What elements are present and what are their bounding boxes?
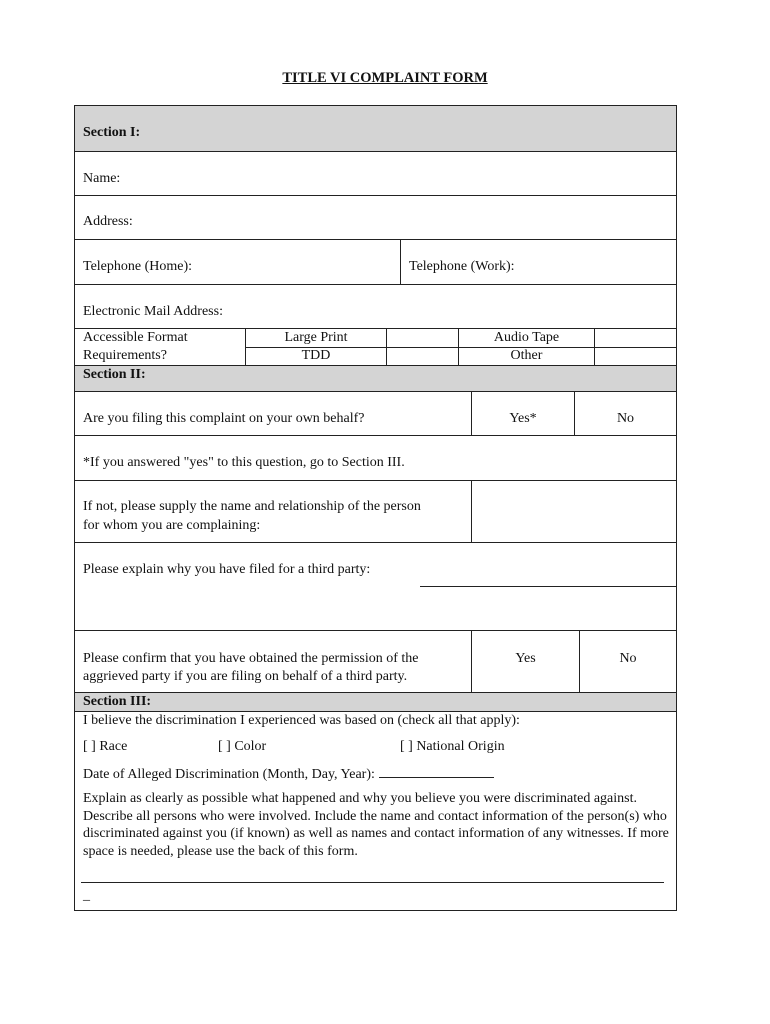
yes-note: *If you answered "yes" to this question, go to Section III. — [83, 455, 405, 470]
other-label: Other — [510, 348, 543, 363]
third-party-explain-line — [420, 586, 676, 587]
section-3-header — [75, 693, 676, 712]
own-behalf-question: Are you filing this complaint on your own behalf? — [83, 411, 365, 426]
yes-note-row — [75, 436, 676, 481]
national-origin-checkbox[interactable]: [ ] National Origin — [400, 739, 505, 754]
third-party-name-field[interactable] — [471, 481, 676, 542]
format-option-labels-2 — [458, 329, 594, 365]
permission-yes-option[interactable]: Yes — [471, 631, 579, 692]
telephone-work-label: Telephone (Work): — [409, 259, 515, 274]
third-party-name-label-1: If not, please supply the name and relationship of the person — [83, 499, 421, 514]
trailing-underscore: _ — [83, 888, 90, 903]
section-3-body — [75, 712, 676, 910]
name-label: Name: — [83, 171, 121, 186]
date-field[interactable] — [379, 765, 494, 778]
third-party-explain-row[interactable] — [75, 543, 676, 631]
date-label: Date of Alleged Discrimination (Month, Day, Year): — [83, 767, 375, 782]
section-1-header — [75, 106, 676, 152]
format-option-labels-1 — [245, 329, 386, 365]
format-checkboxes-1[interactable] — [386, 329, 458, 365]
own-behalf-yes-option[interactable]: Yes* — [471, 392, 574, 435]
section-2-title: Section II: — [83, 367, 146, 382]
explain-answer-line[interactable] — [81, 882, 664, 883]
permission-label-2: aggrieved party if you are filing on behalf of a third party. — [83, 669, 408, 684]
tdd-label: TDD — [301, 348, 331, 363]
permission-no-option[interactable]: No — [579, 631, 676, 692]
telephone-work-field[interactable] — [400, 240, 676, 284]
date-row — [83, 765, 494, 783]
section-1-title: Section I: — [83, 125, 141, 140]
section-2-header — [75, 366, 676, 392]
race-checkbox[interactable]: [ ] Race — [83, 739, 128, 754]
accessible-format-row — [75, 329, 676, 366]
third-party-name-row — [75, 481, 676, 543]
form-title: TITLE VI COMPLAINT FORM — [282, 70, 488, 86]
telephone-home-label: Telephone (Home): — [83, 259, 193, 274]
address-row[interactable] — [75, 196, 676, 240]
own-behalf-row — [75, 392, 676, 436]
third-party-name-label-2: for whom you are complaining: — [83, 518, 261, 533]
complaint-form — [74, 105, 677, 911]
discrimination-basis-label: I believe the discrimination I experienced was based on (check all that apply): — [83, 713, 520, 728]
permission-label-1: Please confirm that you have obtained the permission of the — [83, 651, 419, 666]
own-behalf-no-option[interactable]: No — [574, 392, 676, 435]
email-row[interactable] — [75, 285, 676, 329]
permission-row — [75, 631, 676, 693]
address-label: Address: — [83, 214, 133, 229]
email-label: Electronic Mail Address: — [83, 304, 223, 319]
section-3-title: Section III: — [83, 694, 152, 709]
telephone-row — [75, 240, 676, 285]
accessible-format-label: Accessible Format Requirements? — [83, 330, 188, 363]
name-row[interactable] — [75, 152, 676, 196]
telephone-home-field[interactable] — [75, 240, 400, 284]
color-checkbox[interactable]: [ ] Color — [218, 739, 267, 754]
third-party-explain-label: Please explain why you have filed for a third party: — [83, 562, 371, 577]
format-checkboxes-2[interactable] — [594, 329, 676, 365]
explain-paragraph: Explain as clearly as possible what happened and why you believe you were discriminated against. Describe all persons who were involved. Include the name and contact information of the person(s) who discriminated against you (if known) as well as names and contact information of any witnesses. If more space is needed, please use the back of this form. — [83, 791, 669, 859]
large-print-label: Large Print — [284, 330, 348, 345]
audio-tape-label: Audio Tape — [493, 330, 560, 345]
